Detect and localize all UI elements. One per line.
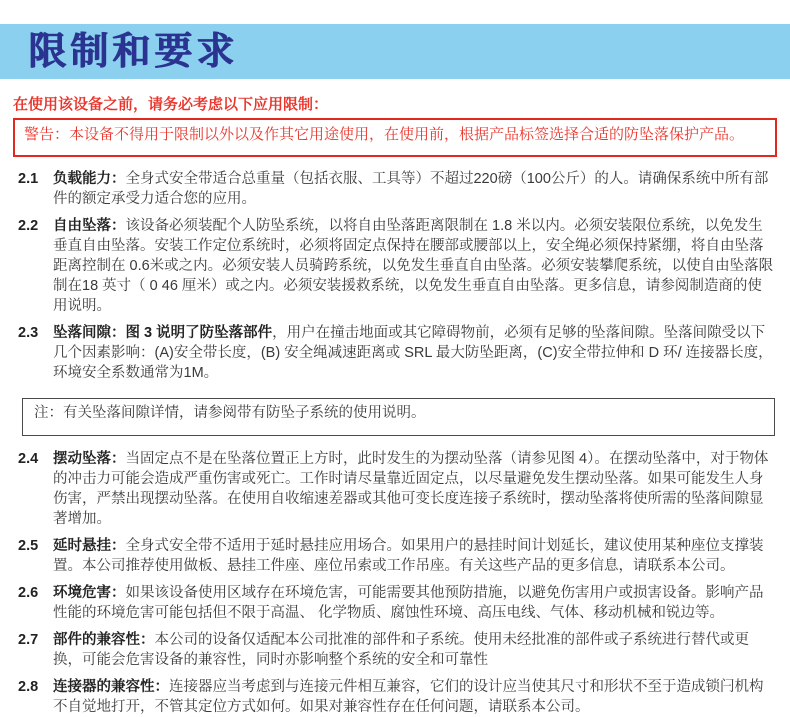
- header-band: [0, 24, 790, 79]
- section-text: 该设备必须装配个人防坠系统，以将自由坠落距离限制在 1.8 米以内。必须安装限位系统，以免发生垂直自由坠落。安装工作定位系统时，必须将固定点保持在腰部或腰部以上，安全绳必须保持紧绷，将自由坠落距离控制在 0.6米或之内。必须安装人员骑跨系统，以免发生垂直自由坠落。必须安装攀爬系统，以使自由坠落限制在18 英寸（ 0 46 厘米）或之内。必须安装援救系统，以免发生垂直自由坠落。更多信息，请参阅制造商的使用说明。: [53, 218, 774, 314]
- warning-box: [13, 118, 777, 157]
- section-label: 连接器的兼容性：: [53, 679, 169, 695]
- section-2-4: [18, 449, 775, 529]
- section-label: 环境危害：: [53, 585, 126, 601]
- section-number: 2.5: [18, 538, 39, 554]
- section-label: 自由坠落：: [53, 218, 126, 234]
- section-content: [53, 630, 775, 670]
- section-2-5: [18, 536, 775, 576]
- section-content: [53, 536, 775, 576]
- section-number: 2.4: [18, 451, 39, 467]
- section-2-1: [18, 169, 775, 209]
- section-text: 全身式安全带不适用于延时悬挂应用场合。如果用户的悬挂时间计划延长，建议使用某种座位支撑装置。本公司推荐使用做板、悬挂工件座、座位吊索或工作吊座。有关这些产品的更多信息，请联系本公司。: [53, 538, 764, 574]
- section-content: [53, 216, 775, 316]
- sections-list: [0, 169, 790, 717]
- section-content: [53, 169, 775, 209]
- section-number: 2.3: [18, 325, 39, 341]
- section-text: ，用户在撞击地面或其它障碍物前，必须有足够的坠落间隙。坠落间隙受以下几个因素影响：(A)安全带长度，(B) 安全绳减速距离或 SRL 最大防坠距离，(C)安全带拉伸和 D 环/ 连接器长度，环境安全系数通常为1M。: [53, 325, 773, 381]
- section-text: 当固定点不是在坠落位置正上方时，此时发生的为摆动坠落（请参见图 4）。在摆动坠落中，对于物体的冲击力可能会造成严重伤害或死亡。工作时请尽量靠近固定点，以尽量避免发生摆动坠落。如果可能发生人身伤害，严禁出现摆动坠落。在使用自收缩速差器或其他可变长度连接子系统时，摆动坠落将使所需的坠落间隙显著增加。: [53, 451, 769, 527]
- section-text: 全身式安全带适合总重量（包括衣服、工具等）不超过220磅（100公斤）的人。请确保系统中所有部件的额定承受力适合您的应用。: [53, 171, 769, 207]
- section-content: [53, 449, 775, 529]
- section-2-3: [18, 323, 775, 383]
- section-label: 坠落间隙：图 3 说明了防坠落部件: [53, 325, 273, 341]
- section-2-7: [18, 630, 775, 670]
- section-number: 2.2: [18, 218, 39, 234]
- section-text: 连接器应当考虑到与连接元件相互兼容，它们的设计应当使其尺寸和形状不至于造成锁闩机构不自觉地打开，不管其定位方式如何。如果对兼容性存在任何问题，请联系本公司。: [53, 679, 764, 715]
- intro-warning-line: 在使用该设备之前，请务必考虑以下应用限制：: [13, 96, 329, 113]
- section-content: [53, 677, 775, 717]
- section-2-8: [18, 677, 775, 717]
- page-title: 限制和要求: [28, 30, 239, 73]
- section-content: [53, 583, 775, 623]
- document-page: [0, 24, 790, 715]
- section-2-2: [18, 216, 775, 316]
- section-text: 如果该设备使用区域存在环境危害，可能需要其他预防措施，以避免伤害用户或损害设备。影响产品性能的环境危害可能包括但不限于高温、 化学物质、腐蚀性环境、高压电线、气体、移动机械和锐边等。: [53, 585, 764, 621]
- section-content: [53, 323, 775, 383]
- section-label: 延时悬挂：: [53, 538, 126, 554]
- section-number: 2.6: [18, 585, 39, 601]
- section-label: 负载能力：: [53, 171, 126, 187]
- note-text: 注：有关坠落间隙详情，请参阅带有防坠子系统的使用说明。: [34, 405, 426, 421]
- section-label: 摆动坠落：: [53, 451, 126, 467]
- warning-text: 警告：本设备不得用于限制以外以及作其它用途使用，在使用前，根据产品标签选择合适的防坠落保护产品。: [24, 126, 745, 143]
- section-label: 部件的兼容性：: [53, 632, 155, 648]
- section-2-6: [18, 583, 775, 623]
- section-text: 本公司的设备仅适配本公司批准的部件和子系统。使用未经批准的部件或子系统进行替代或更换，可能会危害设备的兼容性，同时亦影响整个系统的安全和可靠性: [53, 632, 749, 668]
- section-number: 2.7: [18, 632, 39, 648]
- section-number: 2.1: [18, 171, 39, 187]
- note-box: [22, 398, 775, 436]
- section-number: 2.8: [18, 679, 39, 695]
